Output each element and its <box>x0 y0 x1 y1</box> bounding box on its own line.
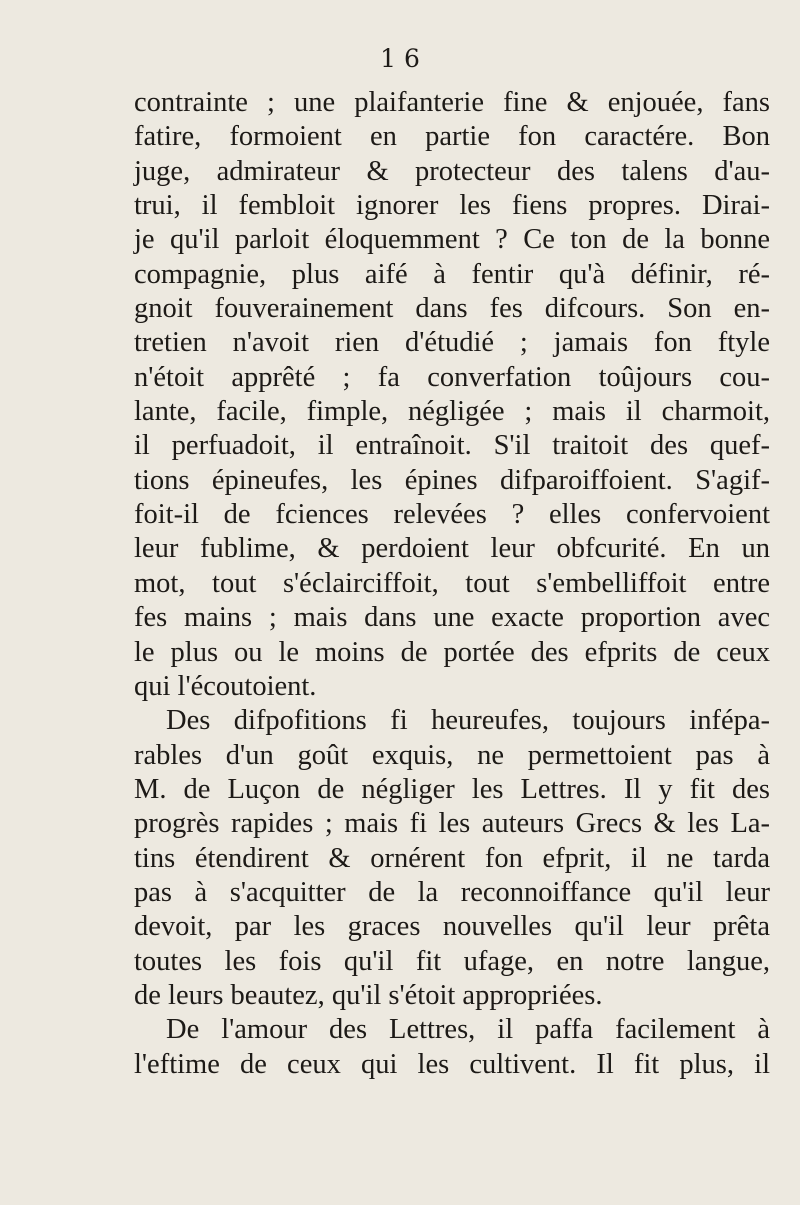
text-line: toutes les fois qu'il fit ufage, en notre langue, <box>134 945 770 977</box>
paragraph-3 <box>134 1013 770 1082</box>
text-line: il perfuadoit, il entraînoit. S'il traitoit des quef- <box>134 430 770 462</box>
text-line: leur fublime, & perdoient leur obfcurité. En un <box>134 533 770 565</box>
text-line: De l'amour des Lettres, il paffa facilement à <box>166 1014 770 1046</box>
text-line: contrainte ; une plaifanterie fine & enjouée, fans <box>134 87 770 118</box>
paragraph-2 <box>134 704 770 1013</box>
text-line: tins étendirent & ornérent fon efprit, il ne tarda <box>134 842 770 874</box>
text-line: juge, admirateur & protecteur des talens d'au- <box>134 155 770 187</box>
text-line: progrès rapides ; mais fi les auteurs Grecs & les La- <box>134 808 770 840</box>
text-line: le plus ou le moins de portée des efprits de ceux <box>134 636 770 668</box>
text-line: pas à s'acquitter de la reconnoiffance qu'il leur <box>134 876 770 908</box>
text-line: lante, facile, fimple, négligée ; mais il charmoit, <box>134 396 770 428</box>
text-line: trui, il fembloit ignorer les fiens propres. Dirai- <box>134 190 770 222</box>
text-line: foit-il de fciences relevées ? elles confervoient <box>134 499 770 531</box>
text-line: rables d'un goût exquis, ne permettoient pas à <box>134 739 770 771</box>
text-line: l'eftime de ceux qui les cultivent. Il fit plus, il <box>134 1048 770 1080</box>
text-line: n'étoit apprêté ; fa converfation toûjours cou- <box>134 361 770 393</box>
text-line: gnoit fouverainement dans fes difcours. Son en- <box>134 293 770 325</box>
page-number: 1 6 <box>380 44 420 73</box>
text-line: je qu'il parloit éloquemment ? Ce ton de la bonne <box>134 224 770 256</box>
text-line: devoit, par les graces nouvelles qu'il leur prêta <box>134 911 770 943</box>
text-line: tions épineufes, les épines difparoiffoient. S'agif- <box>134 464 770 496</box>
text-line: mot, tout s'éclairciffoit, tout s'embelliffoit entre <box>134 567 770 599</box>
text-line: qui l'écoutoient. <box>134 670 317 702</box>
text-line: de leurs beautez, qu'il s'étoit appropriées. <box>134 979 603 1011</box>
text-line: fes mains ; mais dans une exacte proportion avec <box>134 602 770 634</box>
text-line: tretien n'avoit rien d'étudié ; jamais fon ftyle <box>134 327 770 359</box>
text-line: Des difpofitions fi heureufes, toujours infépa- <box>166 705 770 737</box>
text-line: compagnie, plus aifé à fentir qu'à définir, ré- <box>134 258 770 290</box>
text-line: M. de Luçon de négliger les Lettres. Il y fit des <box>134 773 770 805</box>
paragraph-1 <box>134 86 770 704</box>
body-text <box>134 86 770 1082</box>
text-line: fatire, formoient en partie fon caractére. Bon <box>134 121 770 153</box>
